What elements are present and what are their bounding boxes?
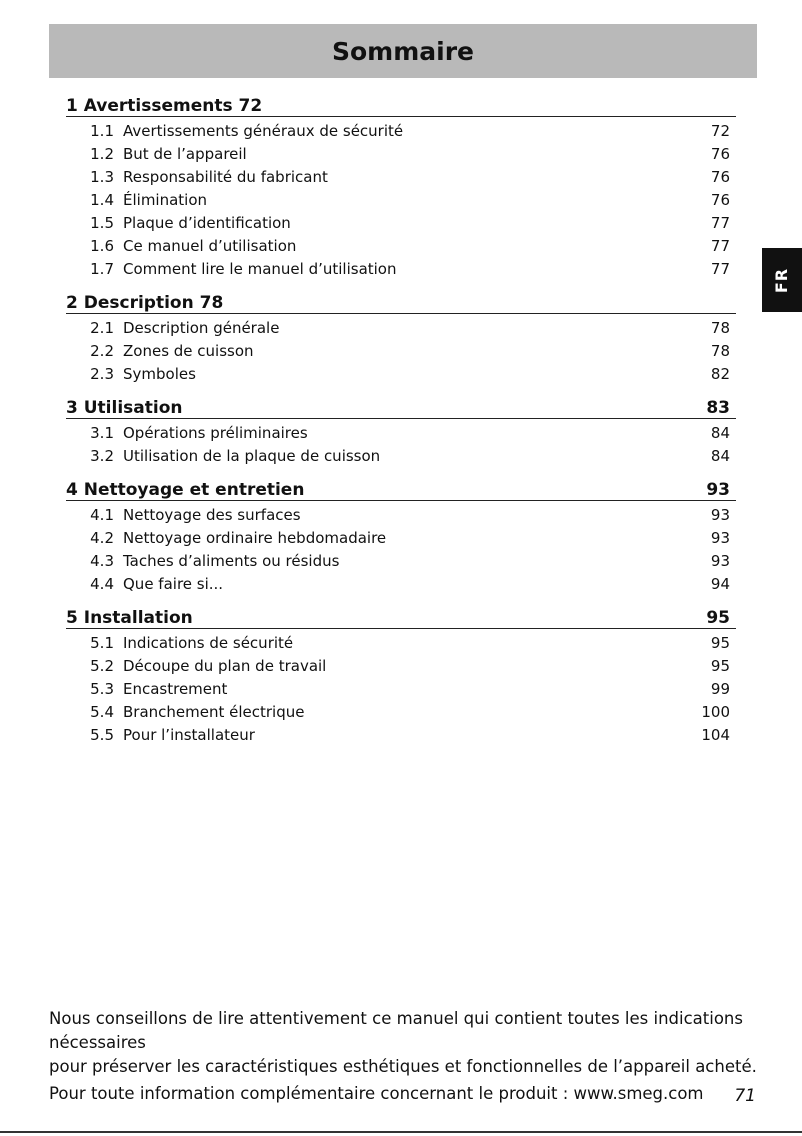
toc-item-list: [66, 501, 736, 601]
toc-item[interactable]: [66, 362, 736, 385]
toc-item-number: 3.1: [90, 423, 114, 442]
toc-section-label: 3 Utilisation: [66, 398, 183, 418]
toc-section: [66, 473, 736, 601]
toc-section-page: 83: [706, 398, 730, 418]
toc-item-label: Zones de cuisson: [123, 341, 254, 360]
toc-section-page: 95: [706, 608, 730, 628]
toc-item[interactable]: [66, 631, 736, 654]
toc-item[interactable]: [66, 211, 736, 234]
note-line-2: pour préserver les caractéristiques esthétiques et fonctionnelles de l’appareil acheté.: [49, 1057, 757, 1076]
toc-item-label: Opérations préliminaires: [123, 423, 308, 442]
toc-item-page: 93: [710, 528, 730, 547]
toc-section-label: 5 Installation: [66, 608, 193, 628]
toc-item-label: Taches d’aliments ou résidus: [123, 551, 340, 570]
toc-item-label: Encastrement: [123, 679, 228, 698]
toc-section-heading[interactable]: [66, 473, 736, 501]
toc-item-number: 1.5: [90, 213, 114, 232]
page-number: 71: [734, 1086, 756, 1106]
toc-item-number: 2.2: [90, 341, 114, 360]
toc-item-number: 1.7: [90, 259, 114, 278]
toc-item-page: 76: [710, 190, 730, 209]
toc-section: [66, 286, 736, 391]
toc-item-page: 77: [710, 259, 730, 278]
toc-item-label: Symboles: [123, 364, 196, 383]
note-line-1: Nous conseillons de lire attentivement ce manuel qui contient toutes les indications nécessaires: [49, 1009, 743, 1052]
toc-item[interactable]: [66, 119, 736, 142]
toc-item[interactable]: [66, 421, 736, 444]
toc-item-page: 84: [710, 446, 730, 465]
intro-note: [49, 1007, 769, 1106]
toc-section-label: 2 Description 78: [66, 293, 224, 313]
toc-item-number: 4.3: [90, 551, 114, 570]
toc-item-label: Découpe du plan de travail: [123, 656, 327, 675]
toc-item-label: Pour l’installateur: [123, 725, 255, 744]
toc-item-label: Plaque d’identification: [123, 213, 291, 232]
toc-item-number: 1.4: [90, 190, 114, 209]
toc-item-label: Comment lire le manuel d’utilisation: [123, 259, 397, 278]
toc-section: [66, 601, 736, 752]
toc-item-page: 100: [701, 702, 730, 721]
toc-item-number: 1.1: [90, 121, 114, 140]
table-of-contents: [66, 89, 736, 752]
toc-item-page: 84: [710, 423, 730, 442]
toc-item-list: [66, 629, 736, 752]
toc-section-heading[interactable]: [66, 391, 736, 419]
toc-item-label: Responsabilité du fabricant: [123, 167, 328, 186]
toc-item-page: 82: [710, 364, 730, 383]
toc-item-number: 2.1: [90, 318, 114, 337]
toc-item-page: 78: [710, 318, 730, 337]
toc-item-page: 95: [710, 633, 730, 652]
toc-item-page: 77: [710, 213, 730, 232]
toc-item-page: 78: [710, 341, 730, 360]
toc-item[interactable]: [66, 677, 736, 700]
toc-item-label: Nettoyage ordinaire hebdomadaire: [123, 528, 387, 547]
toc-item-number: 4.1: [90, 505, 114, 524]
toc-item[interactable]: [66, 444, 736, 467]
language-tab: [762, 248, 802, 312]
toc-item-number: 3.2: [90, 446, 114, 465]
toc-item[interactable]: [66, 234, 736, 257]
toc-item-number: 5.5: [90, 725, 114, 744]
toc-section-label: 1 Avertissements 72: [66, 96, 263, 116]
toc-item-number: 2.3: [90, 364, 114, 383]
toc-item[interactable]: [66, 188, 736, 211]
toc-item[interactable]: [66, 316, 736, 339]
toc-item[interactable]: [66, 549, 736, 572]
language-tab-label: FR: [772, 267, 792, 293]
toc-item-page: 72: [710, 121, 730, 140]
toc-section-heading[interactable]: [66, 286, 736, 314]
toc-item[interactable]: [66, 165, 736, 188]
toc-section: [66, 89, 736, 286]
bottom-rule: [0, 1131, 802, 1133]
toc-item-number: 5.3: [90, 679, 114, 698]
toc-item-label: Indications de sécurité: [123, 633, 294, 652]
toc-item-number: 5.4: [90, 702, 114, 721]
toc-item-label: Description générale: [123, 318, 280, 337]
toc-item-label: But de l’appareil: [123, 144, 247, 163]
toc-item-label: Avertissements généraux de sécurité: [123, 121, 404, 140]
toc-item-page: 93: [710, 505, 730, 524]
toc-item[interactable]: [66, 257, 736, 280]
note-line-3: Pour toute information complémentaire concernant le produit : www.smeg.com: [49, 1084, 704, 1103]
toc-item-label: Ce manuel d’utilisation: [123, 236, 297, 255]
toc-item-page: 77: [710, 236, 730, 255]
toc-item[interactable]: [66, 700, 736, 723]
toc-item-page: 76: [710, 144, 730, 163]
toc-item-number: 4.2: [90, 528, 114, 547]
toc-item-number: 5.2: [90, 656, 114, 675]
toc-section-heading[interactable]: [66, 89, 736, 117]
toc-item-page: 104: [701, 725, 730, 744]
toc-item-list: [66, 314, 736, 391]
toc-item-list: [66, 117, 736, 286]
toc-item-page: 94: [710, 574, 730, 593]
toc-item[interactable]: [66, 503, 736, 526]
toc-item-number: 1.2: [90, 144, 114, 163]
toc-item-label: Branchement électrique: [123, 702, 305, 721]
toc-item-page: 93: [710, 551, 730, 570]
toc-item-list: [66, 419, 736, 473]
toc-item-label: Utilisation de la plaque de cuisson: [123, 446, 381, 465]
toc-item[interactable]: [66, 526, 736, 549]
toc-section-page: 93: [706, 480, 730, 500]
toc-item-label: Que faire si...: [123, 574, 224, 593]
toc-section: [66, 391, 736, 473]
toc-item-page: 95: [710, 656, 730, 675]
toc-item-page: 76: [710, 167, 730, 186]
toc-item[interactable]: [66, 572, 736, 595]
toc-section-label: 4 Nettoyage et entretien: [66, 480, 305, 500]
toc-item-label: Nettoyage des surfaces: [123, 505, 301, 524]
toc-item[interactable]: [66, 654, 736, 677]
toc-item-page: 99: [710, 679, 730, 698]
toc-section-heading[interactable]: [66, 601, 736, 629]
toc-item[interactable]: [66, 339, 736, 362]
toc-item-number: 4.4: [90, 574, 114, 593]
toc-item-number: 1.3: [90, 167, 114, 186]
page-title: Sommaire: [49, 24, 757, 78]
toc-item-label: Élimination: [123, 190, 208, 209]
toc-item-number: 1.6: [90, 236, 114, 255]
toc-item[interactable]: [66, 723, 736, 746]
toc-item-number: 5.1: [90, 633, 114, 652]
toc-item[interactable]: [66, 142, 736, 165]
